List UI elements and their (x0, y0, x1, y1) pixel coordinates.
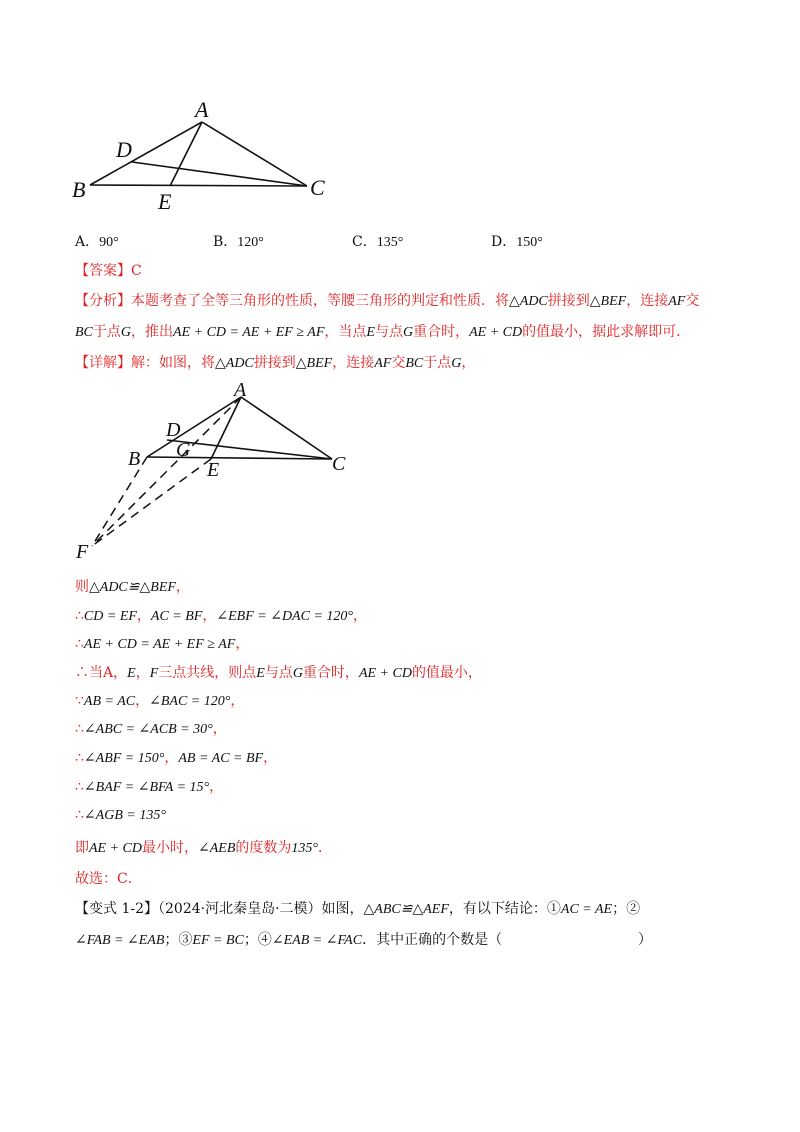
step-8: ∴∠BAF = ∠BFA = 15°， (75, 779, 224, 795)
fig1-segment-ba (90, 122, 202, 185)
figure-2 (70, 380, 360, 570)
fig2-label-d: D (166, 419, 181, 441)
fig1-label-e: E (158, 189, 172, 214)
step-4: ∴当A，E，F三点共线，则点E与点G重合时，AE + CD的值最小， (75, 665, 482, 681)
answer-value: C (131, 263, 142, 279)
variant-line-2: ∠FAB = ∠EAB；③EF = BC；④∠EAB = ∠FAC．其中正确的个数是（ (75, 932, 503, 948)
variant-close-paren: ） (638, 932, 652, 948)
fig1-label-b: B (72, 177, 86, 202)
step-1: 则△ADC≌△BEF， (75, 579, 190, 595)
fig2-segment-bc (147, 457, 332, 459)
fig1-segment-dc (132, 162, 307, 186)
variant-line-1: 【变式 1-2】（2024·河北秦皇岛·二模）如图，△ABC≌△AEF，有以下结论：①AC = AE；② (75, 901, 641, 917)
choice-b[interactable]: B．120° (213, 234, 264, 250)
conclusion: 故选：C． (75, 871, 142, 887)
detail-tag: 【详解】 (75, 355, 131, 371)
figure-1 (70, 95, 340, 215)
answer-tag: 【答案】 (75, 263, 131, 279)
fig1-label-a: A (195, 97, 209, 122)
step-2: ∴CD = EF，AC = BF，∠EBF = ∠DAC = 120°， (75, 608, 367, 624)
choice-c[interactable]: C．135° (352, 234, 404, 250)
fig2-label-g: G (176, 439, 191, 461)
fig2-label-e: E (207, 459, 220, 481)
choice-d[interactable]: D．150° (491, 234, 543, 250)
step-5: ∵AB = AC，∠BAC = 120°， (75, 693, 245, 709)
answer-choices (75, 231, 715, 251)
fig1-segment-ac (202, 122, 307, 186)
fig2-label-a: A (234, 380, 247, 401)
fig1-segment-bc (90, 185, 307, 186)
fig2-dashed-bf (92, 457, 147, 546)
step-9: ∴∠AGB = 135° (75, 807, 166, 823)
fig2-label-c: C (332, 453, 346, 475)
answer-line (75, 261, 142, 281)
step-7: ∴∠ABF = 150°，AB = AC = BF， (75, 750, 278, 766)
fig1-label-d: D (116, 137, 132, 162)
figure-2-svg (70, 380, 360, 570)
fig1-label-c: C (310, 175, 325, 200)
choice-a[interactable]: A．90° (75, 234, 119, 250)
detail-line: 【详解】解：如图，将△ADC拼接到△BEF，连接AF交BC于点G， (75, 355, 476, 371)
fig2-label-f: F (76, 541, 89, 563)
analysis-tag: 【分析】 (75, 293, 131, 309)
step-10: 即AE + CD最小时，∠AEB的度数为135°． (75, 840, 332, 856)
figure-1-svg (70, 95, 340, 215)
analysis-line-2: BC于点G，推出AE + CD = AE + EF ≥ AF，当点E与点G重合时，AE + CD的值最小，据此求解即可． (75, 324, 691, 340)
analysis-line-1: 【分析】本题考查了全等三角形的性质，等腰三角形的判定和性质．将△ADC拼接到△BEF，连接AF交 (75, 293, 700, 309)
fig2-label-b: B (128, 448, 141, 470)
variant-tag: 【变式 1-2】 (75, 901, 158, 917)
step-3: ∴AE + CD = AE + EF ≥ AF， (75, 636, 250, 652)
fig2-dashed-ef (92, 459, 211, 546)
step-6: ∴∠ABC = ∠ACB = 30°， (75, 721, 227, 737)
